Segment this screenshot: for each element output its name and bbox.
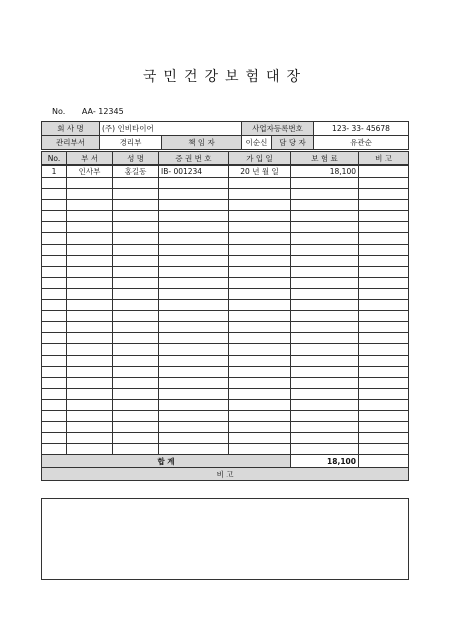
table-cell[interactable] bbox=[67, 277, 113, 288]
cell-policy[interactable]: IB- 001234 bbox=[159, 165, 229, 178]
table-cell[interactable] bbox=[42, 222, 67, 233]
table-cell[interactable] bbox=[291, 377, 359, 388]
table-cell[interactable] bbox=[159, 366, 229, 377]
page-title: 국민건강보험대장 bbox=[142, 69, 308, 85]
table-cell[interactable] bbox=[67, 288, 113, 299]
table-cell[interactable] bbox=[159, 277, 229, 288]
table-cell[interactable] bbox=[42, 355, 67, 366]
table-cell[interactable] bbox=[291, 444, 359, 455]
managing-dept-label: 관리부서 bbox=[42, 136, 100, 150]
table-cell[interactable] bbox=[159, 288, 229, 299]
table-row bbox=[42, 433, 409, 444]
table-cell[interactable] bbox=[42, 344, 67, 355]
table-cell[interactable] bbox=[359, 433, 409, 444]
table-cell[interactable] bbox=[113, 222, 159, 233]
table-cell[interactable] bbox=[113, 433, 159, 444]
table-cell[interactable] bbox=[229, 266, 291, 277]
table-cell[interactable] bbox=[291, 211, 359, 222]
table-cell[interactable] bbox=[229, 355, 291, 366]
table-row bbox=[42, 344, 409, 355]
table-cell[interactable] bbox=[159, 333, 229, 344]
table-cell[interactable] bbox=[113, 344, 159, 355]
table-cell[interactable] bbox=[359, 322, 409, 333]
table-cell[interactable] bbox=[229, 333, 291, 344]
cell-joined[interactable]: 20 년 월 일 bbox=[229, 165, 291, 178]
table-row bbox=[42, 422, 409, 433]
col-header: 보 험 료 bbox=[291, 152, 359, 166]
table-cell[interactable] bbox=[229, 422, 291, 433]
col-header: 가 입 일 bbox=[229, 152, 291, 166]
table-cell[interactable] bbox=[42, 444, 67, 455]
table-cell[interactable] bbox=[113, 266, 159, 277]
table-cell[interactable] bbox=[42, 244, 67, 255]
table-cell[interactable] bbox=[67, 366, 113, 377]
table-cell[interactable] bbox=[159, 266, 229, 277]
header-info-table bbox=[41, 121, 409, 150]
table-cell[interactable] bbox=[229, 366, 291, 377]
table-cell[interactable] bbox=[67, 410, 113, 421]
table-row bbox=[42, 444, 409, 455]
table-cell[interactable] bbox=[159, 433, 229, 444]
table-row bbox=[42, 178, 409, 189]
table-cell[interactable] bbox=[229, 277, 291, 288]
doc-no-value: AA- 12345 bbox=[81, 107, 124, 116]
table-cell[interactable] bbox=[229, 244, 291, 255]
table-row bbox=[42, 255, 409, 266]
table-cell[interactable] bbox=[42, 300, 67, 311]
table-cell[interactable] bbox=[67, 433, 113, 444]
table-cell[interactable] bbox=[229, 200, 291, 211]
table-row bbox=[42, 165, 409, 178]
table-row bbox=[42, 244, 409, 255]
table-cell[interactable] bbox=[159, 322, 229, 333]
managing-dept-value[interactable]: 경리부 bbox=[100, 136, 162, 150]
table-cell[interactable] bbox=[359, 288, 409, 299]
table-row bbox=[42, 189, 409, 200]
table-cell[interactable] bbox=[159, 189, 229, 200]
table-cell[interactable] bbox=[291, 233, 359, 244]
company-name-value[interactable]: (주) 인비타이어 bbox=[100, 122, 242, 136]
table-cell[interactable] bbox=[113, 366, 159, 377]
table-cell[interactable] bbox=[113, 444, 159, 455]
table-cell[interactable] bbox=[291, 300, 359, 311]
table-cell[interactable] bbox=[113, 200, 159, 211]
table-row bbox=[42, 233, 409, 244]
table-cell[interactable] bbox=[159, 444, 229, 455]
table-cell[interactable] bbox=[291, 322, 359, 333]
table-cell[interactable] bbox=[113, 288, 159, 299]
table-cell[interactable] bbox=[159, 300, 229, 311]
table-cell[interactable] bbox=[113, 178, 159, 189]
table-row bbox=[42, 410, 409, 421]
table-row bbox=[42, 399, 409, 410]
table-cell[interactable] bbox=[113, 244, 159, 255]
table-cell[interactable] bbox=[159, 211, 229, 222]
table-cell[interactable] bbox=[359, 355, 409, 366]
table-cell[interactable] bbox=[291, 433, 359, 444]
business-reg-label: 사업자등록번호 bbox=[242, 122, 314, 136]
table-cell[interactable] bbox=[67, 422, 113, 433]
table-cell[interactable] bbox=[359, 422, 409, 433]
table-cell[interactable] bbox=[291, 277, 359, 288]
table-cell[interactable] bbox=[67, 344, 113, 355]
business-reg-value[interactable]: 123- 33- 45678 bbox=[314, 122, 409, 136]
table-cell[interactable] bbox=[291, 189, 359, 200]
table-cell[interactable] bbox=[159, 377, 229, 388]
table-cell[interactable] bbox=[359, 311, 409, 322]
table-cell[interactable] bbox=[159, 200, 229, 211]
table-cell[interactable] bbox=[42, 233, 67, 244]
table-cell[interactable] bbox=[359, 399, 409, 410]
table-cell[interactable] bbox=[67, 399, 113, 410]
table-cell[interactable] bbox=[113, 300, 159, 311]
table-row bbox=[42, 366, 409, 377]
table-cell[interactable] bbox=[113, 388, 159, 399]
table-cell[interactable] bbox=[291, 333, 359, 344]
table-cell[interactable] bbox=[359, 244, 409, 255]
table-cell[interactable] bbox=[229, 433, 291, 444]
table-cell[interactable] bbox=[113, 233, 159, 244]
table-cell[interactable] bbox=[113, 189, 159, 200]
table-cell[interactable] bbox=[113, 422, 159, 433]
table-cell[interactable] bbox=[359, 222, 409, 233]
table-cell[interactable] bbox=[67, 322, 113, 333]
staff-value[interactable]: 유관순 bbox=[314, 136, 409, 150]
table-cell[interactable] bbox=[229, 311, 291, 322]
table-cell[interactable] bbox=[113, 333, 159, 344]
table-cell[interactable] bbox=[113, 355, 159, 366]
table-cell[interactable] bbox=[67, 178, 113, 189]
table-cell[interactable] bbox=[359, 200, 409, 211]
table-cell[interactable] bbox=[229, 189, 291, 200]
table-cell[interactable] bbox=[42, 333, 67, 344]
table-row bbox=[42, 222, 409, 233]
staff-label: 담 당 자 bbox=[272, 136, 314, 150]
table-cell[interactable] bbox=[159, 178, 229, 189]
table-cell[interactable] bbox=[159, 222, 229, 233]
table-cell[interactable] bbox=[359, 277, 409, 288]
table-cell[interactable] bbox=[42, 211, 67, 222]
table-cell[interactable] bbox=[229, 211, 291, 222]
table-cell[interactable] bbox=[42, 322, 67, 333]
table-row bbox=[42, 333, 409, 344]
table-row bbox=[42, 211, 409, 222]
table-cell[interactable] bbox=[291, 344, 359, 355]
table-cell[interactable] bbox=[67, 222, 113, 233]
table-cell[interactable] bbox=[67, 244, 113, 255]
table-cell[interactable] bbox=[42, 366, 67, 377]
table-cell[interactable] bbox=[67, 311, 113, 322]
table-cell[interactable] bbox=[67, 266, 113, 277]
table-cell[interactable] bbox=[291, 222, 359, 233]
table-cell[interactable] bbox=[159, 399, 229, 410]
table-cell[interactable] bbox=[359, 178, 409, 189]
table-cell[interactable] bbox=[359, 388, 409, 399]
table-cell[interactable] bbox=[359, 211, 409, 222]
table-cell[interactable] bbox=[42, 266, 67, 277]
table-cell[interactable] bbox=[359, 444, 409, 455]
table-cell[interactable] bbox=[42, 200, 67, 211]
table-cell[interactable] bbox=[291, 311, 359, 322]
table-cell[interactable] bbox=[42, 255, 67, 266]
table-cell[interactable] bbox=[42, 399, 67, 410]
cell-dept[interactable]: 인사부 bbox=[67, 165, 113, 178]
table-cell[interactable] bbox=[67, 189, 113, 200]
table-cell[interactable] bbox=[42, 377, 67, 388]
table-cell[interactable] bbox=[359, 233, 409, 244]
table-row bbox=[42, 355, 409, 366]
total-label: 합 계 bbox=[42, 455, 291, 468]
table-cell[interactable] bbox=[229, 344, 291, 355]
table-cell[interactable] bbox=[42, 288, 67, 299]
table-cell[interactable] bbox=[291, 355, 359, 366]
table-cell[interactable] bbox=[229, 377, 291, 388]
table-row bbox=[42, 322, 409, 333]
table-cell[interactable] bbox=[359, 333, 409, 344]
table-cell[interactable] bbox=[159, 410, 229, 421]
table-cell[interactable] bbox=[42, 433, 67, 444]
table-cell[interactable] bbox=[113, 399, 159, 410]
insurance-ledger-table bbox=[41, 151, 409, 481]
table-cell[interactable] bbox=[291, 422, 359, 433]
table-cell[interactable] bbox=[291, 200, 359, 211]
table-cell[interactable] bbox=[42, 311, 67, 322]
total-amount: 18,100 bbox=[291, 455, 359, 468]
col-header: No. bbox=[42, 152, 67, 166]
table-cell[interactable] bbox=[113, 410, 159, 421]
table-row bbox=[42, 266, 409, 277]
cell-premium[interactable]: 18,100 bbox=[291, 165, 359, 178]
responsible-person-label: 책 임 자 bbox=[162, 136, 242, 150]
table-cell[interactable] bbox=[159, 255, 229, 266]
table-cell[interactable] bbox=[113, 211, 159, 222]
table-cell[interactable] bbox=[42, 422, 67, 433]
table-cell[interactable] bbox=[67, 355, 113, 366]
table-cell[interactable] bbox=[67, 211, 113, 222]
table-cell[interactable] bbox=[229, 178, 291, 189]
cell-no[interactable]: 1 bbox=[42, 165, 67, 178]
table-row bbox=[42, 200, 409, 211]
table-cell[interactable] bbox=[359, 377, 409, 388]
table-cell[interactable] bbox=[67, 233, 113, 244]
table-row bbox=[42, 311, 409, 322]
total-row bbox=[42, 455, 409, 468]
remarks-header-row bbox=[42, 468, 409, 481]
col-header: 비 고 bbox=[359, 152, 409, 166]
table-cell[interactable] bbox=[67, 444, 113, 455]
remarks-box[interactable] bbox=[41, 498, 409, 580]
table-cell[interactable] bbox=[359, 410, 409, 421]
table-cell[interactable] bbox=[159, 388, 229, 399]
table-cell[interactable] bbox=[291, 288, 359, 299]
table-cell[interactable] bbox=[42, 410, 67, 421]
table-cell[interactable] bbox=[159, 311, 229, 322]
table-row bbox=[42, 300, 409, 311]
table-cell[interactable] bbox=[67, 255, 113, 266]
table-cell[interactable] bbox=[291, 244, 359, 255]
table-cell[interactable] bbox=[229, 322, 291, 333]
remarks-label: 비 고 bbox=[42, 468, 409, 481]
table-cell[interactable] bbox=[113, 277, 159, 288]
table-cell[interactable] bbox=[229, 300, 291, 311]
table-cell[interactable] bbox=[359, 266, 409, 277]
table-cell[interactable] bbox=[159, 344, 229, 355]
table-cell[interactable] bbox=[291, 266, 359, 277]
cell-memo[interactable] bbox=[359, 165, 409, 178]
table-cell[interactable] bbox=[291, 366, 359, 377]
table-cell[interactable] bbox=[67, 200, 113, 211]
column-header-row bbox=[42, 152, 409, 166]
table-row bbox=[42, 377, 409, 388]
table-row bbox=[42, 388, 409, 399]
document-number bbox=[52, 107, 124, 116]
table-cell[interactable] bbox=[359, 366, 409, 377]
table-cell[interactable] bbox=[359, 344, 409, 355]
col-header: 증 권 번 호 bbox=[159, 152, 229, 166]
total-memo-cell bbox=[359, 455, 409, 468]
table-cell[interactable] bbox=[159, 244, 229, 255]
table-cell[interactable] bbox=[359, 189, 409, 200]
company-name-label: 회 사 명 bbox=[42, 122, 100, 136]
table-cell[interactable] bbox=[67, 377, 113, 388]
table-cell[interactable] bbox=[229, 388, 291, 399]
table-cell[interactable] bbox=[291, 399, 359, 410]
table-row bbox=[42, 277, 409, 288]
table-cell[interactable] bbox=[291, 388, 359, 399]
table-cell[interactable] bbox=[159, 233, 229, 244]
table-cell[interactable] bbox=[42, 277, 67, 288]
table-cell[interactable] bbox=[67, 388, 113, 399]
table-cell[interactable] bbox=[229, 288, 291, 299]
cell-name[interactable]: 홍길동 bbox=[113, 165, 159, 178]
table-cell[interactable] bbox=[159, 422, 229, 433]
table-cell[interactable] bbox=[113, 377, 159, 388]
table-cell[interactable] bbox=[42, 189, 67, 200]
col-header: 성 명 bbox=[113, 152, 159, 166]
table-cell[interactable] bbox=[291, 410, 359, 421]
table-cell[interactable] bbox=[67, 300, 113, 311]
table-cell[interactable] bbox=[229, 410, 291, 421]
table-cell[interactable] bbox=[359, 300, 409, 311]
doc-no-label: No. bbox=[52, 107, 66, 116]
table-cell[interactable] bbox=[229, 255, 291, 266]
responsible-person-value[interactable]: 이순신 bbox=[242, 136, 272, 150]
table-cell[interactable] bbox=[229, 399, 291, 410]
table-cell[interactable] bbox=[67, 333, 113, 344]
table-cell[interactable] bbox=[42, 178, 67, 189]
table-row bbox=[42, 288, 409, 299]
table-cell[interactable] bbox=[113, 311, 159, 322]
table-cell[interactable] bbox=[229, 222, 291, 233]
table-cell[interactable] bbox=[229, 444, 291, 455]
table-cell[interactable] bbox=[291, 178, 359, 189]
table-cell[interactable] bbox=[42, 388, 67, 399]
table-cell[interactable] bbox=[359, 255, 409, 266]
table-cell[interactable] bbox=[229, 233, 291, 244]
col-header: 부 서 bbox=[67, 152, 113, 166]
table-cell[interactable] bbox=[113, 322, 159, 333]
table-cell[interactable] bbox=[291, 255, 359, 266]
table-cell[interactable] bbox=[159, 355, 229, 366]
table-cell[interactable] bbox=[113, 255, 159, 266]
